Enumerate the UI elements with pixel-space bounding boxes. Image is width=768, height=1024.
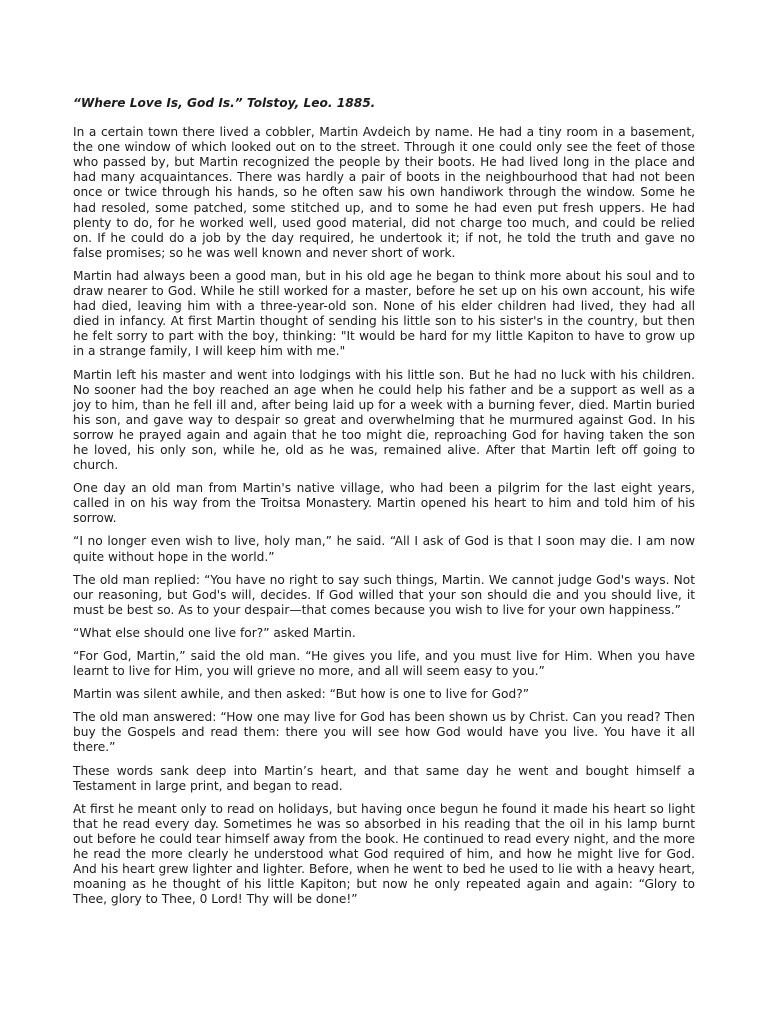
- paragraph: “What else should one live for?” asked Martin.: [73, 625, 356, 640]
- paragraph: Martin was silent awhile, and then asked: “But how is one to live for God?”: [73, 687, 530, 702]
- paragraph: The old man replied: “You have no right to say such things, Martin. We cannot judge God's ways. Not our reasoning, but God's will, decides. If God willed that your son should die and you should live, it must be best so. As to your despair—that comes because you wish to live for your own happiness.”: [73, 572, 695, 617]
- paragraph: One day an old man from Martin's native village, who had been a pilgrim for the last eight years, called in on his way from the Troitsa Monastery. Martin opened his heart to him and told him of his sorrow.: [73, 481, 695, 526]
- paragraph: These words sank deep into Martin’s heart, and that same day he went and bought himself a Testament in large print, and began to read.: [73, 763, 695, 793]
- paragraph: In a certain town there lived a cobbler, Martin Avdeich by name. He had a tiny room in a basement, the one window of which looked out on to the street. Through it one could only see the feet of those who passed by, but Martin recognized the people by their boots. He had lived long in the place and had many acquaintances. There was hardly a pair of boots in the neighbourhood that had not been once or twice through his hands, so he often saw his own handiwork through the window. Some he had resoled, some patched, some stitched up, and to some he had even put fresh uppers. He had plenty to do, for he worked well, used good material, did not charge too much, and could be relied on. If he could do a job by the day required, he undertook it; if not, he told the truth and gave no false promises; so he was well known and never short of work.: [73, 125, 695, 260]
- paragraph: At first he meant only to read on holidays, but having once begun he found it made his heart so light that he read every day. Sometimes he was so absorbed in his reading that the oil in his lamp burnt out before he could tear himself away from the book. He continued to read every night, and the more he read the more clearly he understood what God required of him, and how he might live for God. And his heart grew lighter and lighter. Before, when he went to bed he used to lie with a heavy heart, moaning as he thought of his little Kapiton; but now he only repeated again and again: “Glory to Thee, glory to Thee, 0 Lord! Thy will be done!”: [73, 801, 695, 907]
- document-title: “Where Love Is, God Is.” Tolstoy, Leo. 1885.: [73, 96, 376, 110]
- paragraph: Martin left his master and went into lodgings with his little son. But he had no luck with his children. No sooner had the boy reached an age when he could help his father and be a support as well as a joy to him, than he fell ill and, after being laid up for a week with a burning fever, died. Martin buried his son, and gave way to despair so great and overwhelming that he murmured against God. In his sorrow he prayed again and again that he too might die, reproaching God for having taken the son he loved, his only son, while he, old as he was, remained alive. After that Martin left off going to church.: [73, 367, 695, 473]
- paragraph: “I no longer even wish to live, holy man,” he said. “All I ask of God is that I soon may die. I am now quite without hope in the world.”: [73, 534, 695, 564]
- paragraph: “For God, Martin,” said the old man. “He gives you life, and you must live for Him. When you have learnt to live for Him, you will grieve no more, and all will seem easy to you.”: [73, 649, 695, 679]
- document-page: [73, 96, 695, 915]
- paragraph: The old man answered: “How one may live for God has been shown us by Christ. Can you read? Then buy the Gospels and read them: there you will see how God would have you live. You have it all there.”: [73, 710, 695, 755]
- paragraph: Martin had always been a good man, but in his old age he began to think more about his soul and to draw nearer to God. While he still worked for a master, before he set up on his own account, his wife had died, leaving him with a three-year-old son. None of his elder children had lived, they had all died in infancy. At first Martin thought of sending his little son to his sister's in the country, but then he felt sorry to part with the boy, thinking: "It would be hard for my little Kapiton to have to grow up in a strange family, I will keep him with me.": [73, 268, 695, 359]
